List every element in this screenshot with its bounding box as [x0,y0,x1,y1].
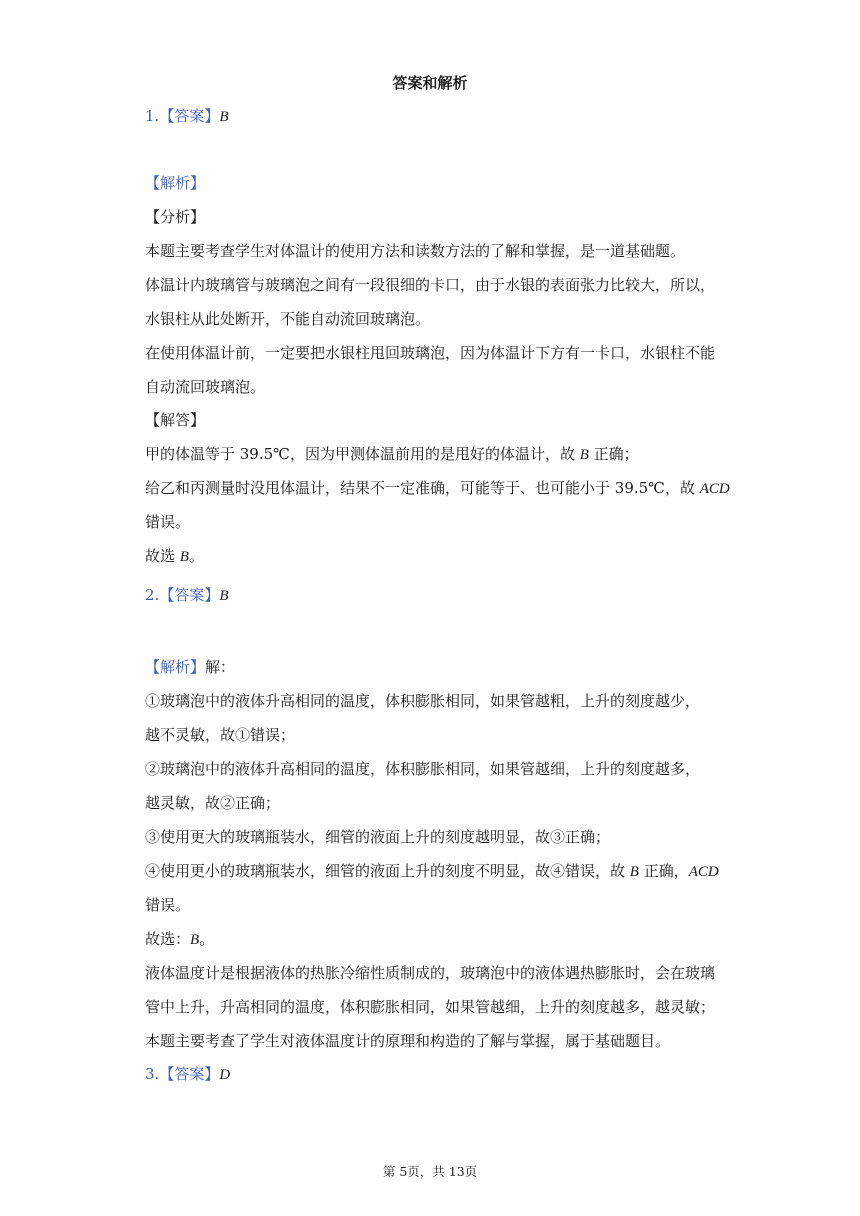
q3-answer-line [145,1064,725,1085]
q2-line-10: 管中上升，升高相同的温度，体积膨胀相同，如果管越细，上升的刻度越多，越灵敏； [145,998,716,1016]
q2-l6-option-b: B [629,864,639,880]
q1-s1-text: 甲的体温等于 39.5℃，因为甲测体温前用的是甩好的体温计，故 [145,445,580,463]
q2-number: 2. [145,586,160,604]
q1-s4-option: B [179,549,189,565]
q1-solution-line-1 [145,444,725,465]
q2-line-1: ①玻璃泡中的液体升高相同的温度，体积膨胀相同，如果管越粗，上升的刻度越少， [145,692,701,710]
q3-answer-value: D [219,1067,231,1083]
q3-number: 3. [145,1065,160,1083]
q2-jiexi-text: 解： [205,658,236,676]
q1-s1-tail: 正确； [588,445,639,463]
q1-fenxi-tag: 【分析】 [145,208,206,226]
q1-analysis-line-5: 自动流回玻璃泡。 [145,378,266,396]
q2-jiexi-line [145,657,725,677]
page-footer: 第 5页，共 13页 [382,1164,478,1179]
q3-answer-tag: 【答案】 [159,1065,220,1083]
q2-line-9: 液体温度计是根据液体的热胀冷缩性质制成的，玻璃泡中的液体遇热膨胀时，会在玻璃 [145,964,716,982]
q1-answer-line [145,106,725,127]
q1-number: 1. [145,107,160,125]
q1-answer-value: B [219,109,229,125]
q2-answer-line [145,585,725,606]
q2-l8-tail: 。 [199,930,215,948]
q1-analysis-line-4: 在使用体温计前，一定要把水银柱甩回玻璃泡，因为体温计下方有一卡口，水银柱不能 [145,344,716,362]
q1-s4-tail: 。 [188,547,204,565]
q1-analysis-line-1: 本题主要考查学生对体温计的使用方法和读数方法的了解和掌握，是一道基础题。 [145,242,686,260]
q2-l8-option: B [190,932,200,948]
q2-l6-text: ④使用更小的玻璃瓶装水，细管的液面上升的刻度不明显，故④错误，故 [145,862,630,880]
q1-jiexi-tag: 【解析】 [145,174,206,192]
q2-l6-mid: 正确， [638,862,689,880]
q2-choice-line [145,929,725,950]
q1-jieda-tag: 【解答】 [145,411,206,429]
q2-line-11: 本题主要考查了学生对液体温度计的原理和构造的了解与掌握，属于基础题目。 [145,1032,671,1050]
q1-choice-line [145,546,725,567]
q1-answer-tag: 【答案】 [159,107,220,125]
q2-jiexi-tag: 【解析】 [145,658,206,676]
q1-s1-option: B [579,447,589,463]
q1-s4-text: 故选 [145,547,180,565]
q2-line-7: 错误。 [145,896,191,914]
q2-line-2: 越不灵敏，故①错误； [145,726,296,744]
q1-solution-line-2 [145,478,730,499]
q2-answer-tag: 【答案】 [159,586,220,604]
q2-line-6 [145,861,725,882]
q2-line-3: ②玻璃泡中的液体升高相同的温度，体积膨胀相同，如果管越细，上升的刻度越多， [145,760,701,778]
q1-solution-line-3: 错误。 [145,513,191,531]
q1-analysis-line-2: 体温计内玻璃管与玻璃泡之间有一段很细的卡口，由于水银的表面张力比较大，所以， [145,276,716,294]
page-title: 答案和解析 [392,74,468,92]
q2-l6-options-acd: ACD [688,864,719,880]
q2-l8-text: 故选： [145,930,191,948]
q2-answer-value: B [219,588,229,604]
q1-s2-text: 给乙和丙测量时没甩体温计，结果不一定准确，可能等于、也可能小于 39.5℃，故 [145,479,700,497]
q1-s2-options: ACD [699,481,730,497]
q1-analysis-line-3: 水银柱从此处断开，不能自动流回玻璃泡。 [145,310,431,328]
q2-line-4: 越灵敏，故②正确； [145,794,281,812]
q2-line-5: ③使用更大的玻璃瓶装水，细管的液面上升的刻度越明显，故③正确； [145,828,611,846]
